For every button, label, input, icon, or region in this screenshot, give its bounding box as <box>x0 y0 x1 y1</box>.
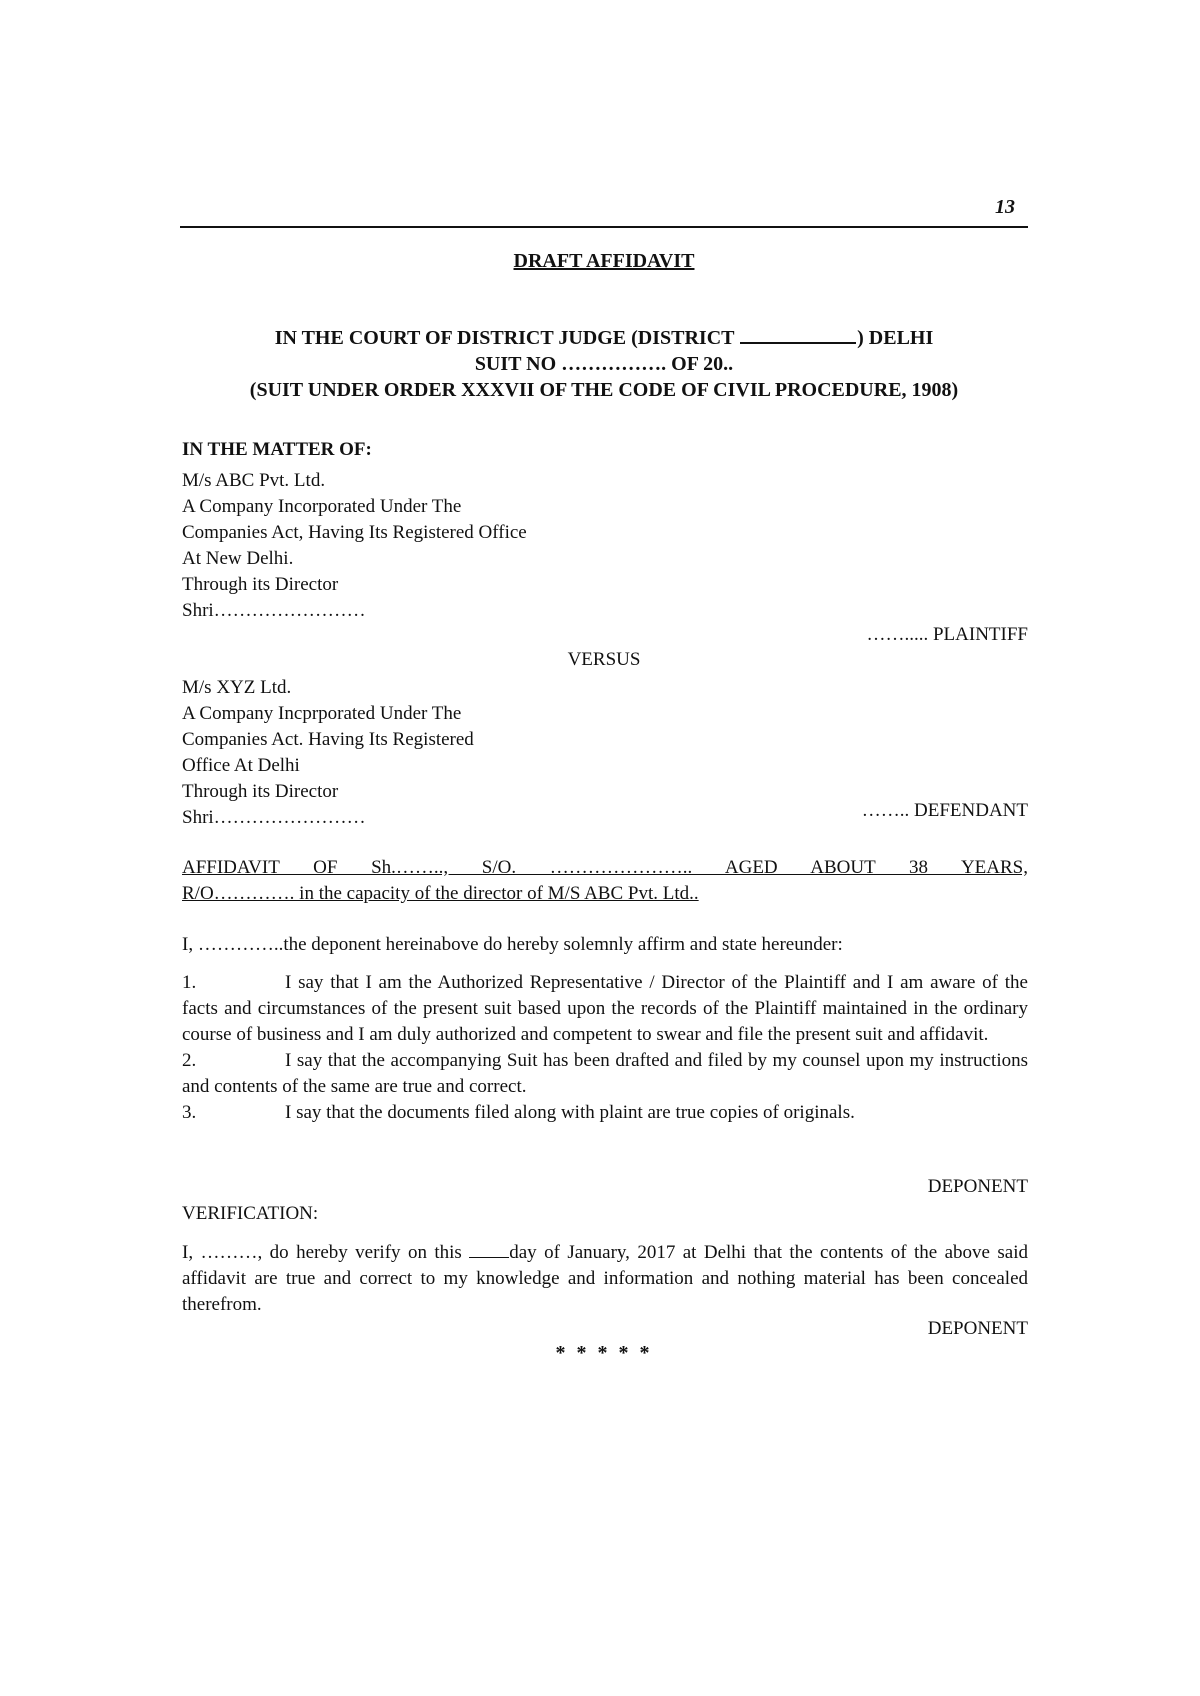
paragraph <box>182 970 1028 1048</box>
matter-heading: IN THE MATTER OF: <box>182 439 372 460</box>
page-number: 13 <box>995 196 1015 218</box>
day-blank <box>469 1241 509 1258</box>
paragraph-text: I say that the documents filed along with plaint are true copies of originals. <box>285 1102 855 1123</box>
plaintiff-line: Shri…………………… <box>182 600 366 621</box>
affidavit-of-line-2: R/O…………. in the capacity of the director of M/S ABC Pvt. Ltd.. <box>182 883 699 904</box>
intro-statement: I, …………..the deponent hereinabove do hereby solemnly affirm and state hereunder: <box>182 934 843 955</box>
plaintiff-label: ……..... PLAINTIFF <box>866 624 1028 645</box>
versus-label: VERSUS <box>567 649 641 670</box>
paragraph-number: 3. <box>182 1102 197 1123</box>
affidavit-of-line-1: AFFIDAVIT OF Sh.…….., S/O. ………………….. AGED ABOUT 38 YEARS, <box>182 857 1028 878</box>
verification-text <box>182 1240 1028 1318</box>
paragraph-text: I say that I am the Authorized Representative / Director of the Plaintiff and I am aware of the facts and circumstances of the present suit based upon the records of the Plaintiff maintained in the ordinary course of business and I am duly authorized and competent to swear and file the present suit and affidavit. <box>182 972 1028 1045</box>
suit-order-line: (SUIT UNDER ORDER XXXVII OF THE CODE OF CIVIL PROCEDURE, 1908) <box>249 379 959 401</box>
document-title: DRAFT AFFIDAVIT <box>513 250 695 272</box>
end-mark: * * * * * <box>555 1342 653 1364</box>
defendant-line: Shri…………………… <box>182 807 366 828</box>
numbered-paragraphs <box>182 970 1028 1126</box>
defendant-line: Through its Director <box>182 781 339 802</box>
deponent-signature-1: DEPONENT <box>927 1176 1028 1197</box>
plaintiff-line: At New Delhi. <box>182 548 294 569</box>
suit-number-line: SUIT NO ……………. OF 20.. <box>474 353 734 375</box>
paragraph <box>182 1100 1028 1126</box>
verification-heading: VERIFICATION: <box>182 1203 319 1224</box>
paragraph-text: I say that the accompanying Suit has been drafted and filed by my counsel upon my instructions and contents of the same are true and correct. <box>182 1050 1028 1097</box>
court-line-1-prefix: IN THE COURT OF DISTRICT JUDGE (DISTRICT <box>274 327 735 349</box>
deponent-signature-2: DEPONENT <box>927 1318 1028 1339</box>
verification-text-start: I, ………, do hereby verify on this <box>182 1242 470 1263</box>
plaintiff-line: Through its Director <box>182 574 339 595</box>
plaintiff-line: M/s ABC Pvt. Ltd. <box>182 470 326 491</box>
court-line-1-suffix: ) DELHI <box>857 327 934 349</box>
paragraph <box>182 1048 1028 1100</box>
court-line-1 <box>180 325 1028 351</box>
plaintiff-line: A Company Incorporated Under The <box>182 496 462 517</box>
affidavit-of-heading <box>182 855 1028 907</box>
paragraph-number: 2. <box>182 1050 197 1071</box>
defendant-line: A Company Incprporated Under The <box>182 703 462 724</box>
header-rule <box>180 226 1028 228</box>
plaintiff-line: Companies Act, Having Its Registered Office <box>182 522 527 543</box>
district-blank <box>740 326 856 344</box>
paragraph-number: 1. <box>182 972 197 993</box>
plaintiff-details <box>182 468 1028 624</box>
court-heading <box>180 325 1028 403</box>
defendant-line: Companies Act. Having Its Registered <box>182 729 474 750</box>
defendant-line: M/s XYZ Ltd. <box>182 677 292 698</box>
defendant-line: Office At Delhi <box>182 755 300 776</box>
defendant-label: …….. DEFENDANT <box>861 800 1028 821</box>
verification-text-end: day of January, 2017 at Delhi that the contents of the above said affidavit are true and correct to my knowledge and information and nothing material has been concealed therefrom. <box>182 1242 1028 1315</box>
